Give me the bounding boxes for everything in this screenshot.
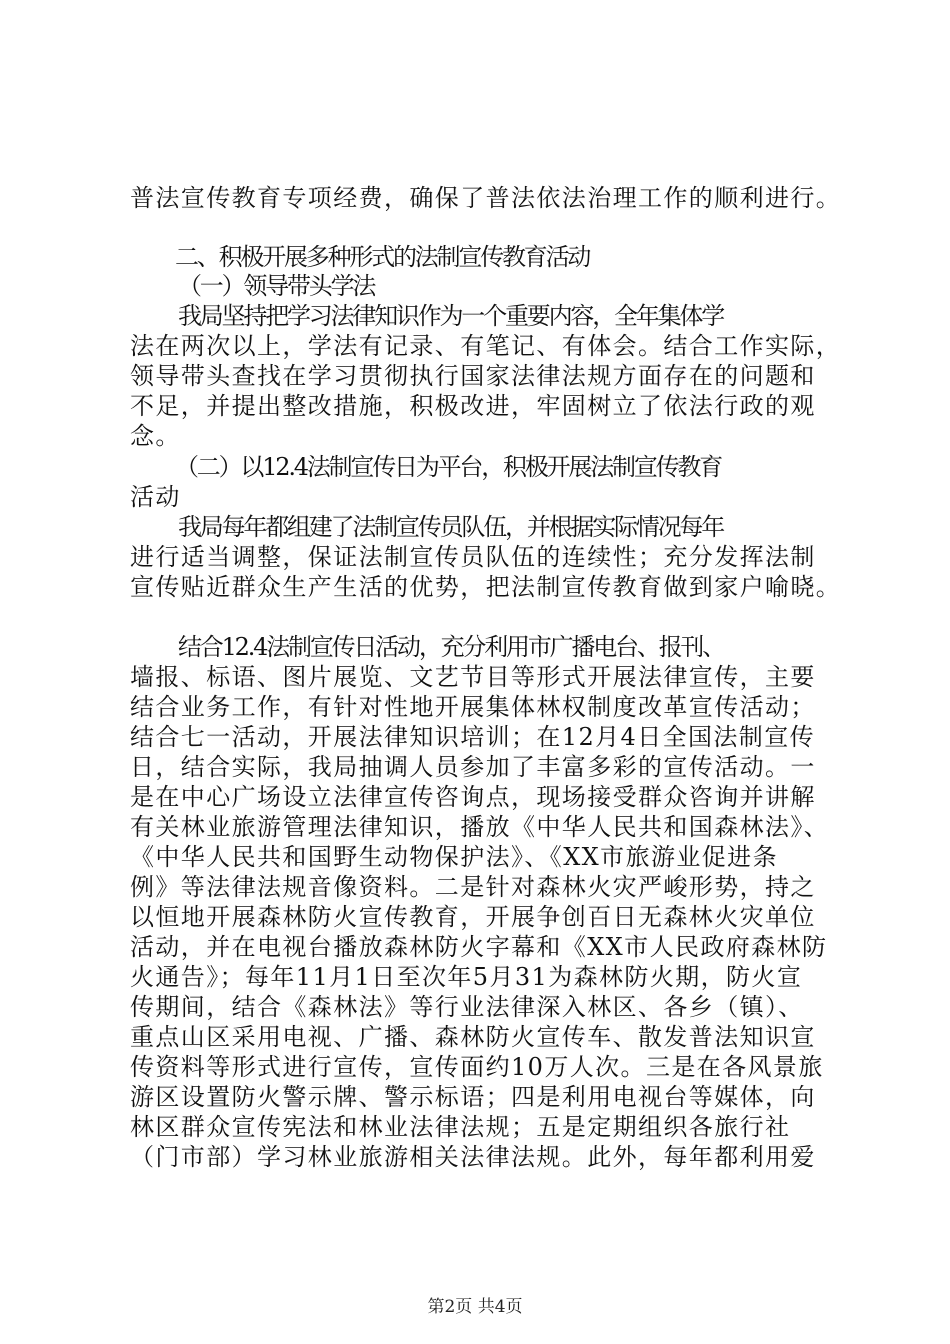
paragraph-line: 法在两次以上，学法有记录、有笔记、有体会。结合工作实际，: [130, 332, 842, 360]
paragraph-line: （门市部）学习林业旅游相关法律法规。此外，每年都利用爱: [130, 1143, 816, 1171]
page-number-footer: 第2页 共4页: [427, 1297, 523, 1317]
paragraph-line: 结合业务工作，有针对性地开展集体林权制度改革宣传活动；: [130, 693, 816, 721]
section-heading: 二、积极开展多种形式的法制宣传教育活动: [175, 243, 590, 271]
paragraph-line: 是在中心广场设立法律宣传咨询点，现场接受群众咨询并讲解: [130, 783, 816, 811]
subsection-heading-2: （二）以12.4法制宣传日为平台，积极开展法制宣传教育: [175, 453, 722, 481]
paragraph-line: 传资料等形式进行宣传，宣传面约10万人次。三是在各风景旅: [130, 1053, 824, 1081]
paragraph-line: 传期间，结合《森林法》等行业法律深入林区、各乡（镇）、: [130, 993, 804, 1021]
paragraph-line: 进行适当调整，保证法制宣传员队伍的连续性；充分发挥法制: [130, 543, 816, 571]
paragraph-line: 重点山区采用电视、广播、森林防火宣传车、散发普法知识宣: [130, 1023, 816, 1051]
paragraph-line: 念。: [130, 422, 181, 450]
paragraph-continuation-line: 普法宣传教育专项经费，确保了普法依法治理工作的顺利进行。: [130, 184, 842, 212]
paragraph-line: 日，结合实际，我局抽调人员参加了丰富多彩的宣传活动。一: [130, 753, 816, 781]
paragraph-line: 活动，并在电视台播放森林防火字幕和《XX市人民政府森林防: [130, 933, 828, 961]
paragraph-line: 不足，并提出整改措施，积极改进，牢固树立了依法行政的观: [130, 392, 816, 420]
paragraph-line: 领导带头查找在学习贯彻执行国家法律法规方面存在的问题和: [130, 362, 816, 390]
paragraph-line: 宣传贴近群众生产生活的优势，把法制宣传教育做到家户喻晓。: [130, 573, 842, 601]
paragraph-line: 例》等法律法规音像资料。二是针对森林火灾严峻形势，持之: [130, 873, 816, 901]
paragraph-line: 墙报、标语、图片展览、文艺节目等形式开展法律宣传，主要: [130, 663, 816, 691]
paragraph-line: 结合七一活动，开展法律知识培训；在12月4日全国法制宣传: [130, 723, 816, 751]
paragraph-line: 《中华人民共和国野生动物保护法》、《XX市旅游业促进条: [130, 843, 778, 871]
subsection-heading-2-cont: 活动: [130, 483, 181, 511]
paragraph-line: 我局坚持把学习法律知识作为一个重要内容，全年集体学: [178, 302, 723, 330]
paragraph-line: 游区设置防火警示牌、警示标语；四是利用电视台等媒体，向: [130, 1083, 816, 1111]
subsection-heading-1: （一）领导带头学法: [178, 272, 375, 300]
paragraph-line: 以恒地开展森林防火宣传教育，开展争创百日无森林火灾单位: [130, 903, 816, 931]
paragraph-line: 结合12.4法制宣传日活动，充分利用市广播电台、报刊、: [178, 633, 725, 661]
paragraph-line: 林区群众宣传宪法和林业法律法规；五是定期组织各旅行社: [130, 1113, 791, 1141]
paragraph-line: 火通告》；每年11月1日至次年5月31为森林防火期，防火宣: [130, 963, 803, 991]
paragraph-line: 有关林业旅游管理法律知识，播放《中华人民共和国森林法》、: [130, 813, 830, 841]
paragraph-line: 我局每年都组建了法制宣传员队伍，并根据实际情况每年: [178, 513, 723, 541]
